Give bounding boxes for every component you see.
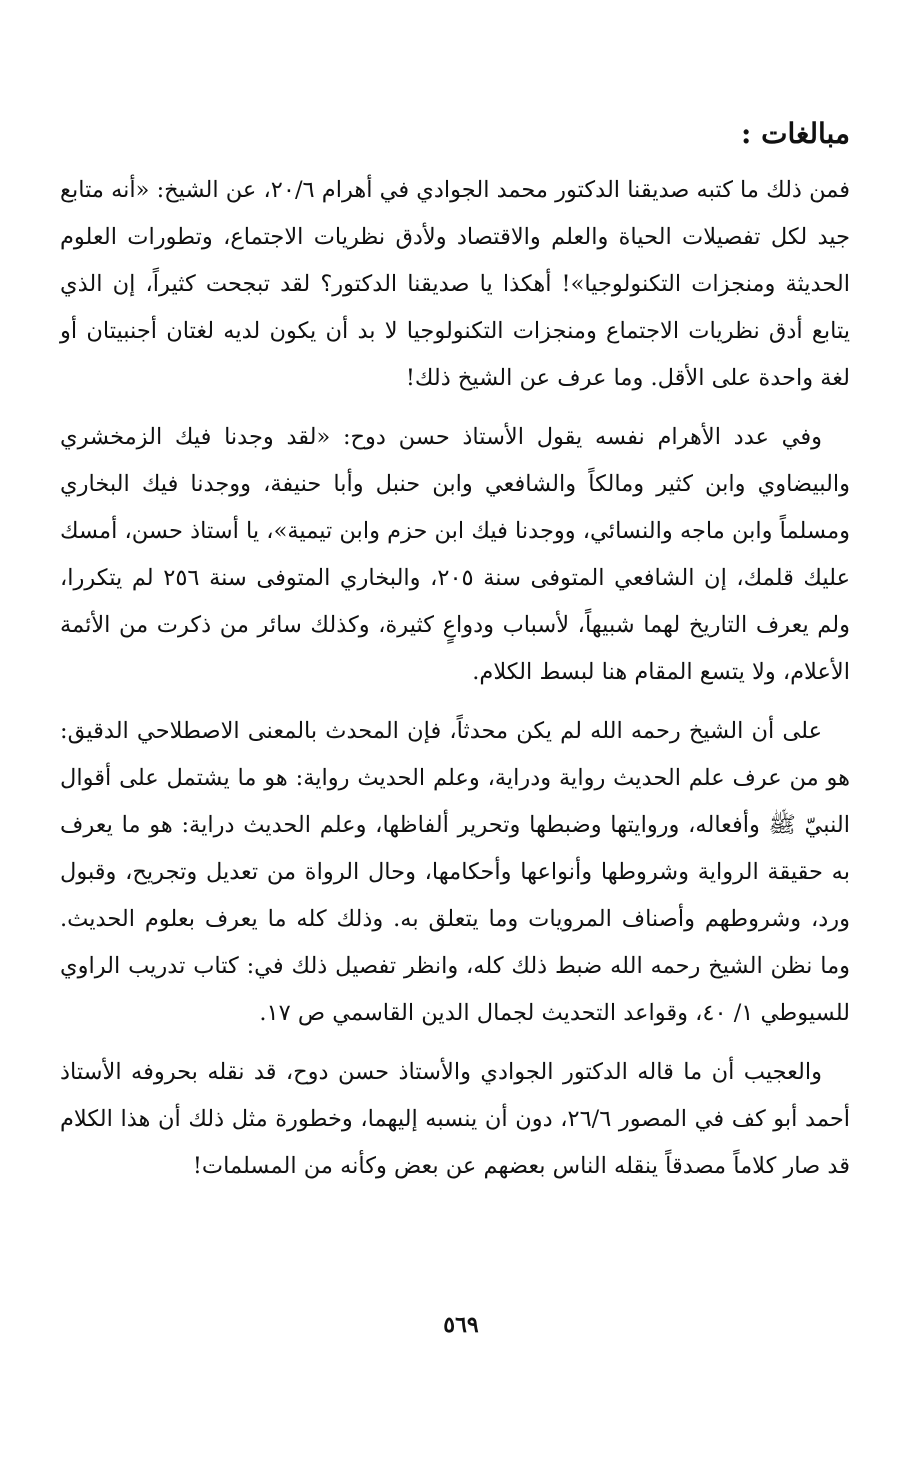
- paragraph-1: فمن ذلك ما كتبه صديقنا الدكتور محمد الجوادي في أهرام ٢٠/٦، عن الشيخ: «أنه متابع جيد لكل تفصيلات الحياة والعلم والاقتصاد ولأدق نظريات الاجتماع، وتطورات العلوم الحديثة ومنجزات التكنولوجيا»! أهكذا يا صديقنا الدكتور؟ لقد تبجحت كثيراً، إن الذي يتابع أدق نظريات الاجتماع ومنجزات التكنولوجيا لا بد أن يكون لديه لغتان أجنبيتان أو لغة واحدة على الأقل. وما عرف عن الشيخ ذلك!: [60, 177, 850, 391]
- section-heading: مبالغات :: [741, 117, 850, 150]
- paragraph-4: والعجيب أن ما قاله الدكتور الجوادي والأستاذ حسن دوح، قد نقله بحروفه الأستاذ أحمد أبو كف في المصور ٢٦/٦، دون أن ينسبه إليهما، وخطورة مثل ذلك أن هذا الكلام قد صار كلاماً مصدقاً ينقله الناس بعضهم عن بعض وكأنه من المسلمات!: [60, 1059, 850, 1179]
- page-body: [60, 105, 850, 1202]
- paragraph-3: على أن الشيخ رحمه الله لم يكن محدثاً، فإن المحدث بالمعنى الاصطلاحي الدقيق: هو من عرف علم الحديث رواية ودراية، وعلم الحديث رواية: هو ما يشتمل على أقوال النبيّ ﷺ وأفعاله، وروايتها وضبطها وتحرير ألفاظها، وعلم الحديث دراية: هو ما يعرف به حقيقة الرواية وشروطها وأنواعها وأحكامها، وحال الرواة من تعديل وتجريح، وقبول ورد، وشروطهم وأصناف المرويات وما يتعلق به. وذلك كله ما يعرف بعلوم الحديث. وما نظن الشيخ رحمه الله ضبط ذلك كله، وانظر تفصيل ذلك في: كتاب تدريب الراوي للسيوطي ١/ ٤٠، وقواعد التحديث لجمال الدين القاسمي ص ١٧.: [60, 718, 850, 1026]
- page-number: ٥٦٩: [443, 1312, 479, 1338]
- paragraph-2: وفي عدد الأهرام نفسه يقول الأستاذ حسن دوح: «لقد وجدنا فيك الزمخشري والبيضاوي وابن كثير ومالكاً والشافعي وابن حنبل وأبا حنيفة، ووجدنا فيك البخاري ومسلماً وابن ماجه والنسائي، ووجدنا فيك ابن حزم وابن تيمية»، يا أستاذ حسن، أمسك عليك قلمك، إن الشافعي المتوفى سنة ٢٠٥، والبخاري المتوفى سنة ٢٥٦ لم يتكررا، ولم يعرف التاريخ لهما شبيهاً، لأسباب ودواعٍ كثيرة، وكذلك سائر من ذكرت من الأئمة الأعلام، ولا يتسع المقام هنا لبسط الكلام.: [60, 424, 851, 685]
